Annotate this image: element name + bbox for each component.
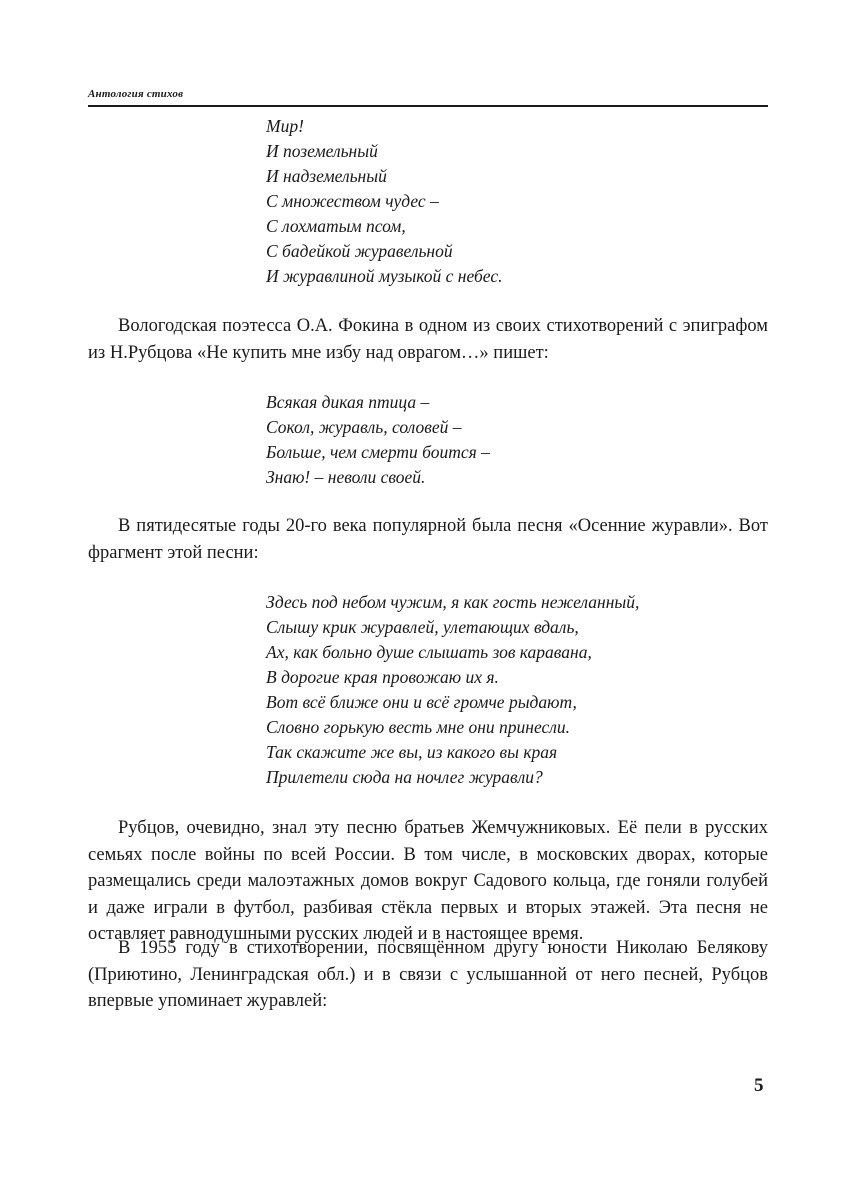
poem-line: Мир!: [266, 116, 304, 136]
poem-line: С множеством чудес –: [266, 191, 439, 211]
paragraph-rubtsov-song: Рубцов, очевидно, знал эту песню братьев Жемчужниковых. Её пели в русских семьях после войны по всей России. В том числе, в московских дворах, которые размещались среди малоэтажных домов вокруг Садового кольца, где гоняли голубей и даже играли в футбол, разбивая стёкла первых и вторых этажей. Эта песня не оставляет равнодушными русских людей и в настоящее время.: [88, 818, 768, 944]
poem-line: Ах, как больно душе слышать зов каравана,: [266, 642, 592, 662]
poem-line: Больше, чем смерти боится –: [266, 442, 490, 462]
poem-line: И надземельный: [266, 166, 387, 186]
poem-line: Слышу крик журавлей, улетающих вдаль,: [266, 617, 579, 637]
poem-line: Вот всё ближе они и всё громче рыдают,: [266, 692, 577, 712]
poem-line: И поземельный: [266, 141, 378, 161]
running-head: Антология стихов: [88, 88, 184, 100]
paragraph-1955: В 1955 году в стихотворении, посвящённом другу юности Николаю Белякову (Приютино, Ленинградская обл.) и в связи с услышанной от него песней, Рубцов впервые упоминает журавлей:: [88, 938, 768, 1011]
paragraph-fokina: Вологодская поэтесса О.А. Фокина в одном из своих стихотворений с эпиграфом из Н.Рубцова «Не купить мне избу над оврагом…» пишет:: [88, 316, 768, 363]
poem-fragment-3: [266, 590, 639, 790]
poem-line: В дорогие края провожаю их я.: [266, 667, 499, 687]
poem-line: Так скажите же вы, из какого вы края: [266, 742, 558, 762]
poem-line: Здесь под небом чужим, я как гость нежеланный,: [266, 592, 640, 612]
poem-line: Прилетели сюда на ночлег журавли?: [266, 767, 543, 787]
poem-line: Словно горькую весть мне они принесли.: [266, 717, 571, 737]
poem-fragment-1: [266, 114, 502, 289]
poem-line: С бадейкой журавельной: [266, 241, 453, 261]
header-rule: [88, 105, 768, 107]
paragraph-song-intro: В пятидесятые годы 20-го века популярной была песня «Осенние журавли». Вот фрагмент этой песни:: [88, 516, 768, 563]
poem-line: Всякая дикая птица –: [266, 392, 430, 412]
poem-line: Знаю! – неволи своей.: [266, 467, 426, 487]
poem-fragment-2: [266, 390, 490, 490]
poem-line: С лохматым псом,: [266, 216, 406, 236]
poem-line: Сокол, журавль, соловей –: [266, 417, 462, 437]
poem-line: И журавлиной музыкой с небес.: [266, 266, 503, 286]
page-number: 5: [754, 1075, 764, 1096]
